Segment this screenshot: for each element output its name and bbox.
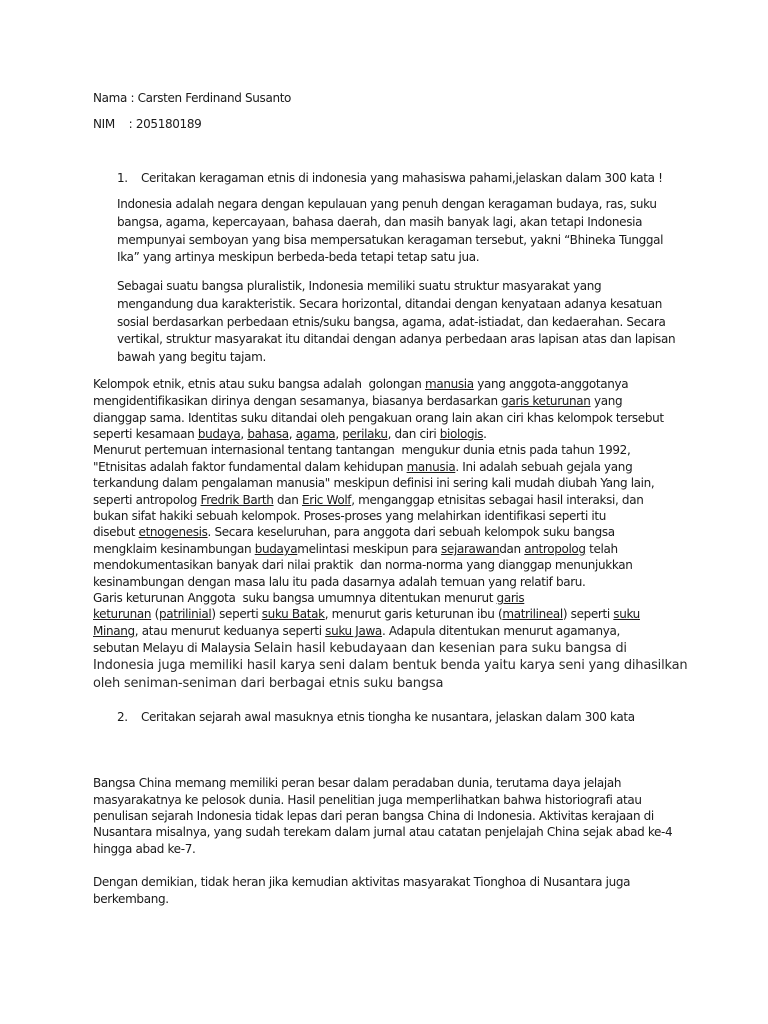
q1-para3-line: "Etnisitas adalah faktor fundamental dalam kehidupan manusia. Ini adalah sebuah gejala yang [93, 460, 633, 474]
q1-para3-line: mendokumentasikan banyak dari nilai praktik dan norma-norma yang dianggap menunjukkan [93, 558, 633, 572]
link-manusia[interactable]: manusia [425, 377, 474, 391]
q1-para1-line: Indonesia adalah negara dengan kepulauan yang penuh dengan keragaman budaya, ras, suku [117, 197, 657, 211]
student-nim: NIM : 205180189 [93, 117, 202, 131]
link-suku-jawa[interactable]: suku Jawa [325, 624, 382, 638]
q1-para2-line: Sebagai suatu bangsa pluralistik, Indonesia memiliki suatu struktur masyarakat yang [117, 279, 602, 293]
q2-para1-line: Nusantara misalnya, yang sudah terekam dalam jurnal atau catatan penjelajah China sejak abad ke-4 [93, 825, 673, 839]
link-etnogenesis[interactable]: etnogenesis [138, 525, 208, 539]
q1-para2-line: sosial berdasarkan perbedaan etnis/suku bangsa, agama, adat-istiadat, dan kedaerahan. Secara [117, 315, 666, 329]
q1-para3-line: Kelompok etnik, etnis atau suku bangsa adalah golongan manusia yang anggota-anggotanya [93, 377, 629, 391]
q1-para3-line: keturunan (patrilinial) seperti suku Batak, menurut garis keturunan ibu (matrilineal) seperti suku [93, 607, 640, 621]
q1-para3-line: Indonesia juga memiliki hasil karya seni dalam bentuk benda yaitu karya seni yang dihasilkan [93, 658, 688, 673]
q1-para3-line: dianggap sama. Identitas suku ditandai oleh pengakuan orang lain akan ciri khas kelompok tersebut [93, 411, 664, 425]
link-manusia-2[interactable]: manusia [406, 460, 456, 474]
q1-para3-line: Minang, atau menurut keduanya seperti suku Jawa. Adapula ditentukan menurut agamanya, [93, 624, 621, 638]
q1-question: Ceritakan keragaman etnis di indonesia yang mahasiswa pahami,jelaskan dalam 300 kata ! [141, 171, 663, 185]
link-keturunan[interactable]: keturunan [93, 607, 152, 621]
link-bahasa[interactable]: bahasa [247, 427, 289, 441]
q2-number: 2. [117, 710, 128, 724]
q1-para3-line: seperti kesamaan budaya, bahasa, agama, perilaku, dan ciri biologis. [93, 427, 487, 441]
link-suku[interactable]: suku [613, 607, 640, 621]
q2-para2-line: Dengan demikian, tidak heran jika kemudian aktivitas masyarakat Tionghoa di Nusantara juga [93, 875, 631, 889]
q1-para3-line: seperti antropolog Fredrik Barth dan Eric Wolf, menganggap etnisitas sebagai hasil interaksi, dan [93, 493, 644, 507]
q1-para3-line: terkandung dalam pengalaman manusia" meskipun definisi ini sering kali mudah diubah Yang lain, [93, 476, 655, 490]
q1-para2-line: bawah yang begitu tajam. [117, 350, 266, 364]
link-minang[interactable]: Minang [93, 624, 135, 638]
link-sejarawan[interactable]: sejarawan [441, 542, 500, 556]
q1-para3-line: Garis keturunan Anggota suku bangsa umumnya ditentukan menurut garis [93, 591, 525, 605]
link-patrilinial[interactable]: patrilinial [158, 607, 212, 621]
q2-para2-line: berkembang. [93, 892, 169, 906]
link-garis[interactable]: garis [496, 591, 525, 605]
link-suku-batak[interactable]: suku Batak [261, 607, 325, 621]
q1-para1-line: Ika” yang artinya meskipun berbeda-beda tetapi tetap satu jua. [117, 250, 480, 264]
q2-question: Ceritakan sejarah awal masuknya etnis tiongha ke nusantara, jelaskan dalam 300 kata [141, 710, 635, 724]
q2-para1-line: masyarakatnya ke pelosok dunia. Hasil penelitian juga memperlihatkan bahwa historiografi atau [93, 793, 642, 807]
q1-para3-line: mengklaim kesinambungan budayamelintasi meskipun para sejarawandan antropolog telah [93, 542, 618, 556]
q1-para2-line: vertikal, struktur masyarakat itu ditandai dengan adanya perbedaan aras lapisan atas dan lapisan [117, 332, 676, 346]
q1-para3-line: mengidentifikasikan dirinya dengan sesamanya, biasanya berdasarkan garis keturunan yang [93, 394, 623, 408]
q1-para3-line: disebut etnogenesis. Secara keseluruhan, para anggota dari sebuah kelompok suku bangsa [93, 525, 615, 539]
q1-para1-line: bangsa, agama, kepercayaan, bahasa daerah, dan masih banyak lagi, akan tetapi Indonesia [117, 215, 643, 229]
link-agama[interactable]: agama [295, 427, 336, 441]
link-biologis[interactable]: biologis [439, 427, 484, 441]
q1-para3-line: sebutan Melayu di Malaysia Selain hasil kebudayaan dan kesenian para suku bangsa di [93, 641, 627, 656]
q1-para3-line: bukan sifat hakiki sebuah kelompok. Proses-proses yang melahirkan identifikasi seperti itu [93, 509, 607, 523]
link-budaya[interactable]: budaya [197, 427, 241, 441]
q1-para3-line: oleh seniman-seniman dari berbagai etnis suku bangsa [93, 676, 444, 691]
q1-para1-line: mempunyai semboyan yang bisa mempersatukan keragaman tersebut, yakni “Bhineka Tunggal [117, 233, 664, 247]
student-name: Nama : Carsten Ferdinand Susanto [93, 91, 292, 105]
q1-para3-line: kesinambungan dengan masa lalu itu pada dasarnya adalah temuan yang relatif baru. [93, 575, 586, 589]
q2-para1-line: Bangsa China memang memiliki peran besar dalam peradaban dunia, terutama daya jelajah [93, 776, 622, 790]
link-garis-keturunan[interactable]: garis keturunan [501, 394, 591, 408]
q2-para1-line: penulisan sejarah Indonesia tidak lepas dari peran bangsa China di Indonesia. Aktivitas kerajaan di [93, 809, 654, 823]
q2-para1-line: hingga abad ke-7. [93, 842, 196, 856]
link-fredrik-barth[interactable]: Fredrik Barth [200, 493, 274, 507]
link-eric-wolf[interactable]: Eric Wolf [302, 493, 352, 507]
link-antropolog[interactable]: antropolog [524, 542, 586, 556]
q1-para3-line: Menurut pertemuan internasional tentang tantangan mengukur dunia etnis pada tahun 1992, [93, 443, 631, 457]
link-matrilineal[interactable]: matrilineal [502, 607, 563, 621]
q1-number: 1. [117, 171, 128, 185]
link-budaya-2[interactable]: budaya [254, 542, 298, 556]
q1-para2-line: mengandung dua karakteristik. Secara horizontal, ditandai dengan kenyataan adanya kesatuan [117, 297, 662, 311]
link-perilaku[interactable]: perilaku [342, 427, 388, 441]
